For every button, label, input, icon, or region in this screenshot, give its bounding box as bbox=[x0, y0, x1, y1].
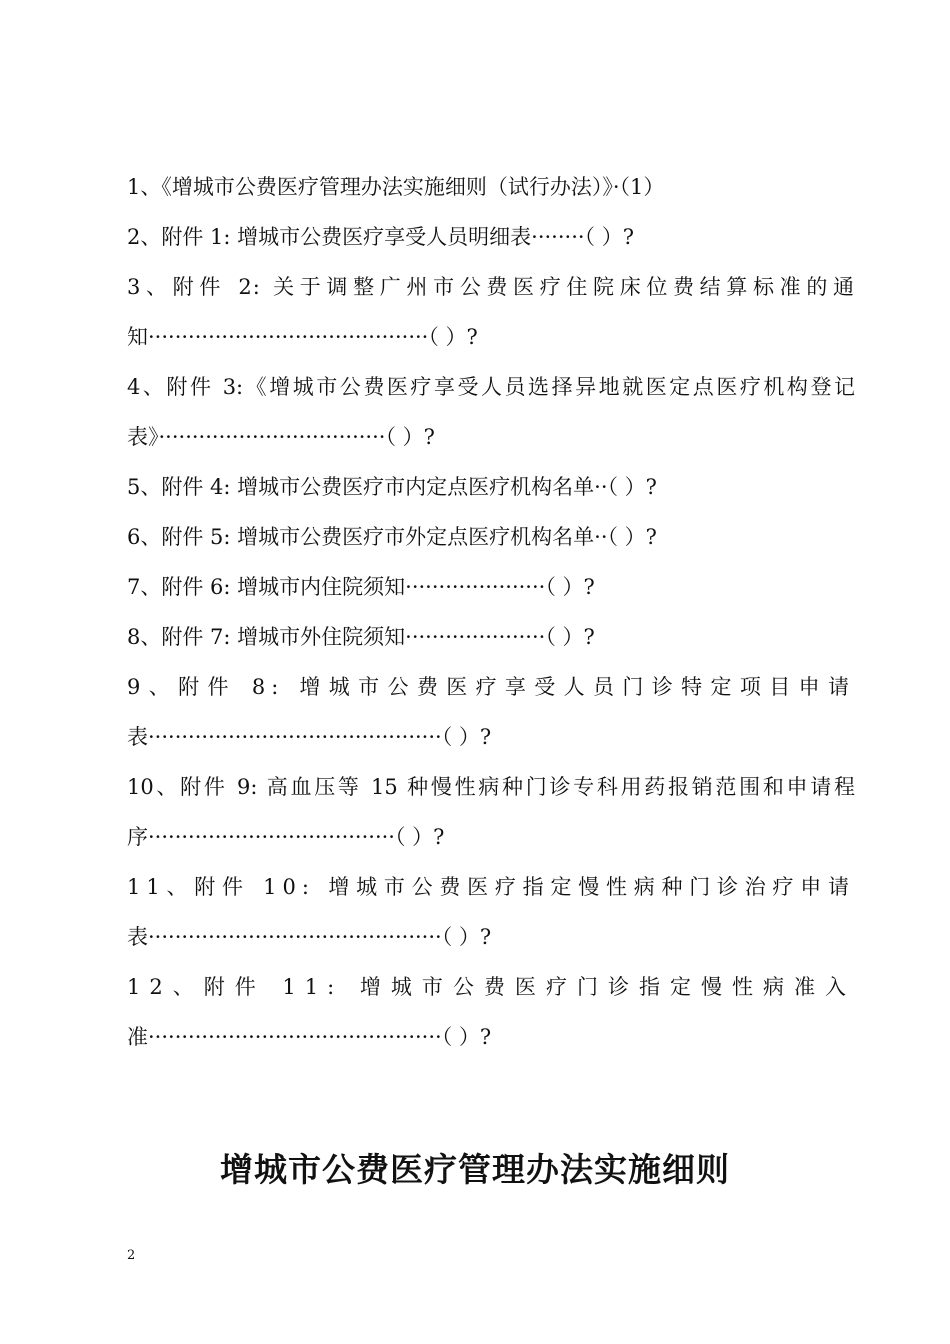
toc-item-12-line-1: 12、附件 11: 增城市公费医疗门诊指定慢性病准入 bbox=[127, 975, 855, 999]
document-title: 增城市公费医疗管理办法实施细则 bbox=[220, 1150, 730, 1189]
page-number: 2 bbox=[127, 1248, 136, 1263]
toc-item-6: 6、附件 5: 增城市公费医疗市外定点医疗机构名单··（ ）? bbox=[127, 525, 657, 549]
toc-item-3-line-2: 知··········································（ ）? bbox=[127, 325, 478, 349]
toc-item-5: 5、附件 4: 增城市公费医疗市内定点医疗机构名单··（ ）? bbox=[127, 475, 657, 499]
toc-item-11-line-1: 11、附件 10: 增城市公费医疗指定慢性病种门诊治疗申请 bbox=[127, 875, 855, 899]
toc-item-12-line-2: 准············································（ ）? bbox=[127, 1025, 492, 1049]
toc-item-8: 8、附件 7: 增城市外住院须知·····················（ ）? bbox=[127, 625, 595, 649]
table-of-contents bbox=[127, 162, 855, 1062]
toc-item-4-line-2: 表》··································（ ）? bbox=[127, 425, 435, 449]
toc-item-11-line-2: 表············································（ ）? bbox=[127, 925, 492, 949]
toc-item-4-line-1: 4、附件 3:《增城市公费医疗享受人员选择异地就医定点医疗机构登记 bbox=[127, 375, 855, 399]
toc-item-2: 2、附件 1: 增城市公费医疗享受人员明细表········（ ）? bbox=[127, 225, 634, 249]
toc-item-9-line-1: 9、附件 8: 增城市公费医疗享受人员门诊特定项目申请 bbox=[127, 675, 855, 699]
toc-item-7: 7、附件 6: 增城市内住院须知·····················（ ）? bbox=[127, 575, 595, 599]
toc-item-10-line-2: 序·····································（ ）? bbox=[127, 825, 445, 849]
toc-item-3-line-1: 3、附件 2: 关于调整广州市公费医疗住院床位费结算标准的通 bbox=[127, 275, 855, 299]
toc-item-1: 1、《增城市公费医疗管理办法实施细则（试行办法）》·（1） bbox=[127, 175, 665, 199]
toc-item-9-line-2: 表············································（ ）? bbox=[127, 725, 492, 749]
toc-item-10-line-1: 10、附件 9: 高血压等 15 种慢性病种门诊专科用药报销范围和申请程 bbox=[127, 775, 855, 799]
